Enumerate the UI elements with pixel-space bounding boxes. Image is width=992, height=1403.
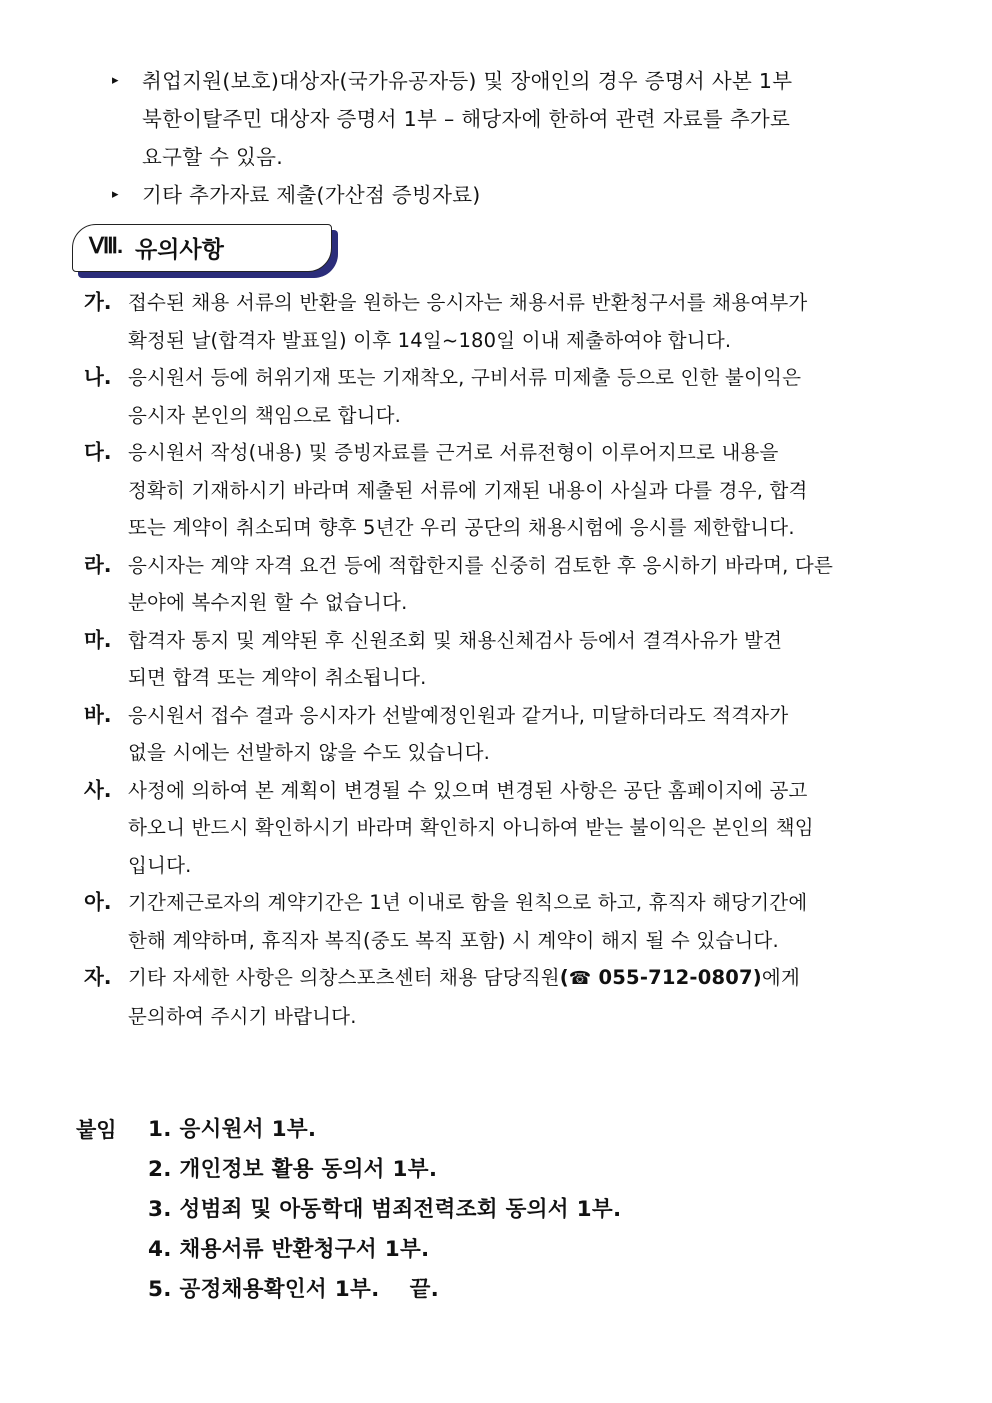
note-text-line [128,959,925,998]
note-text-line: 하오니 반드시 확인하시기 바라며 확인하지 아니하여 받는 불이익은 본인의 책임 [128,816,814,839]
note-text-line: 또는 계약이 취소되며 향후 5년간 우리 공단의 채용시험에 응시를 제한합니다. [128,516,795,539]
note-text-line: 문의하여 주시기 바랍니다. [128,1004,357,1028]
bullet-text-line: 취업지원(보호)대상자(국가유공자등) 및 장애인의 경우 증명서 사본 1부 [142,69,793,93]
note-item [80,359,925,434]
note-marker: 마. [84,627,112,652]
note-item-contact [80,959,925,1035]
note-text-line: 응시원서 등에 허위기재 또는 기재착오, 구비서류 미제출 등으로 인한 불이익은 [128,366,802,389]
note-text-line: 되면 합격 또는 계약이 취소됩니다. [128,666,427,689]
end-mark: 끝. [409,1277,440,1302]
note-text-line: 정확히 기재하시기 바라며 제출된 서류에 기재된 내용이 사실과 다를 경우, 합격 [128,478,808,502]
note-item [80,697,925,772]
note-text-line: 없을 시에는 선발하지 않을 수도 있습니다. [128,741,491,764]
note-text-line: 합격자 통지 및 계약된 후 신원조회 및 채용신체검사 등에서 결격사유가 발견 [128,628,783,652]
contact-text: 기타 자세한 사항은 의창스포츠센터 채용 담당직원 [128,966,560,989]
note-marker: 가. [84,290,112,314]
telephone-icon: ☎ [568,968,592,989]
note-item [80,434,925,547]
note-item [80,547,925,622]
note-text-line: 응시원서 작성(내용) 및 증빙자료를 근거로 서류전형이 이루어지므로 내용을 [128,441,779,464]
note-text-line: 응시자는 계약 자격 요건 등에 적합한지를 신중히 검토한 후 응시하기 바라며, 다른 [128,553,834,577]
note-item [80,772,925,885]
note-marker: 자. [84,965,112,989]
note-item [80,884,925,959]
section-heading [72,224,332,272]
attachments-list [148,1110,621,1310]
note-text-line: 분야에 복수지원 할 수 없습니다. [128,591,408,614]
note-text-line: 확정된 날(합격자 발표일) 이후 14일~180일 이내 제출하여야 합니다. [128,328,732,352]
bullet-item [110,176,930,214]
note-text-line: 입니다. [128,853,192,877]
attachment-item: 2. 개인정보 활용 동의서 1부. [148,1157,438,1182]
bullet-text-line: 요구할 수 있음. [142,145,284,169]
triangle-bullet-icon: ▸ [112,73,119,88]
note-text-line: 응시자 본인의 책임으로 합니다. [128,403,402,427]
phone-open-paren: ( [559,966,569,989]
required-documents-list [110,62,930,214]
bullet-text-line: 기타 추가자료 제출(가산점 증빙자료) [142,183,481,207]
attachment-item [148,1270,621,1310]
bullet-text-line: 북한이탈주민 대상자 증명서 1부 – 해당자에 한하여 관련 자료를 추가로 [142,107,791,131]
phone-number: 055-712-0807) [591,966,762,989]
note-marker: 나. [84,365,112,389]
attachment-item: 3. 성범죄 및 아동학대 범죄전력조회 동의서 1부. [148,1197,622,1222]
attachments-label: 붙임 [76,1118,117,1142]
section-number: Ⅷ. [89,233,123,258]
note-item [80,284,925,359]
contact-text-suffix: 에게 [761,966,800,989]
attachment-item: 4. 채용서류 반환청구서 1부. [148,1237,430,1262]
note-text-line: 사정에 의하여 본 계획이 변경될 수 있으며 변경된 사항은 공단 홈페이지에 공고 [128,778,808,802]
note-text-line: 기간제근로자의 계약기간은 1년 이내로 함을 원칙으로 하고, 휴직자 해당기간에 [128,891,808,914]
note-marker: 사. [84,777,112,802]
note-marker: 바. [84,702,112,727]
note-item [80,622,925,697]
attachment-item: 1. 응시원서 1부. [148,1117,317,1142]
bullet-item [110,62,930,176]
notes-list [80,284,925,1035]
note-marker: 다. [84,440,112,464]
note-text-line: 접수된 채용 서류의 반환을 원하는 응시자는 채용서류 반환청구서를 채용여부가 [128,291,808,314]
attachment-text: 5. 공정채용확인서 1부. [148,1277,380,1302]
triangle-bullet-icon: ▸ [112,187,119,202]
note-text-line: 한해 계약하며, 휴직자 복직(중도 복직 포함) 시 계약이 해지 될 수 있습니다. [128,928,779,952]
note-marker: 라. [84,552,112,577]
note-marker: 아. [84,890,112,914]
note-text-line: 응시원서 접수 결과 응시자가 선발예정인원과 같거나, 미달하더라도 적격자가 [128,703,789,727]
section-title: 유의사항 [135,237,224,263]
